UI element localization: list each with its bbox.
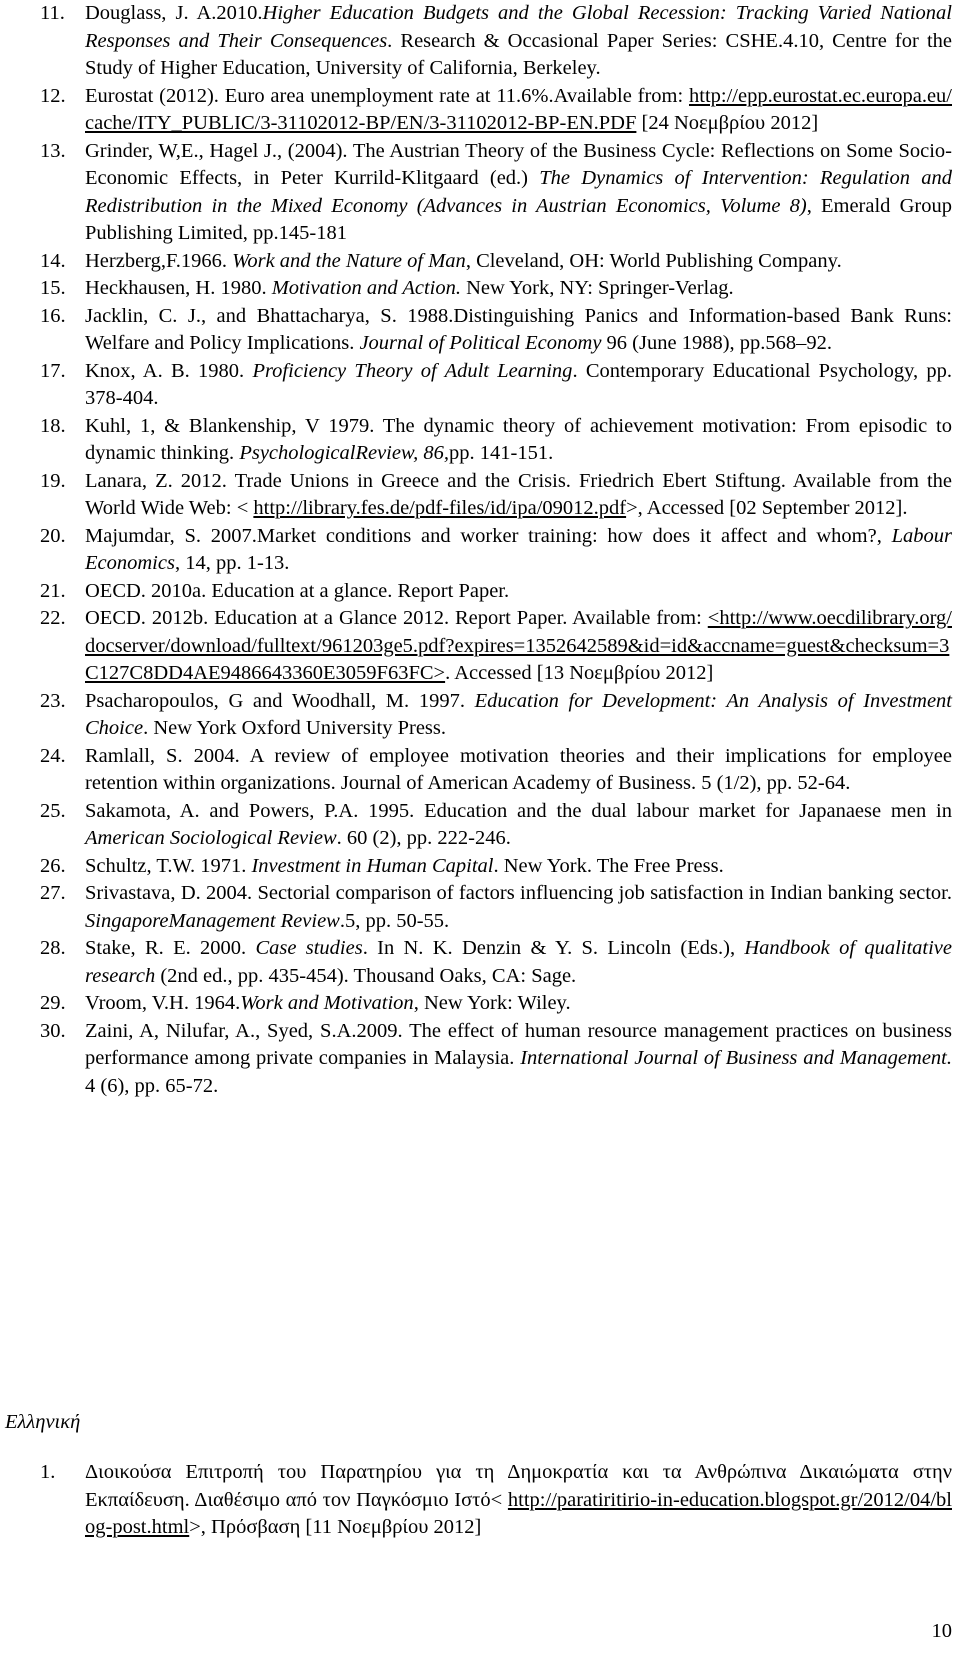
reference-link[interactable]: http://epp.eurostat.ec.europa.eu/cache/ITY_PUBLIC/3-31102012-BP/EN/3-31102012-BP-EN.PDF xyxy=(85,84,952,134)
reference-text: . 60 (2), pp. 222-246. xyxy=(336,827,511,849)
reference-number: 28. xyxy=(40,937,66,959)
reference-number: 13. xyxy=(40,139,66,162)
reference-number: 12. xyxy=(40,84,66,107)
reference-text: Psacharopoulos, G and Woodhall, M. 1997. xyxy=(85,689,475,712)
reference-number: 15. xyxy=(40,277,66,299)
reference-text: pp. 141-151. xyxy=(449,442,554,464)
reference-number: 27. xyxy=(40,882,66,904)
reference-text: Eurostat (2012). Euro area unemployment rate at 11.6%.Available from: xyxy=(85,84,689,107)
reference-title: Education for Development: An Analysis of Investment Choice xyxy=(85,689,953,739)
reference-title: PsychologicalReview, 86, xyxy=(239,442,449,464)
reference-title: Work and Motivation xyxy=(240,992,414,1014)
reference-item xyxy=(40,1459,952,1542)
reference-text: Knox, A. B. 1980. xyxy=(85,359,253,382)
reference-text: Majumdar, S. 2007.Market conditions and worker training: how does it affect and whom?, xyxy=(85,524,892,547)
reference-text: (2nd ed., pp. 435-454). Thousand Oaks, CA: Sage. xyxy=(155,964,577,987)
reference-number: 25. xyxy=(40,799,66,822)
reference-item xyxy=(40,138,952,248)
reference-text: Zaini, A, Nilufar, A., Syed, S.A.2009. The effect of human resource management practices on business performance among private companies in Malaysia. xyxy=(85,1019,952,1069)
reference-title: The Dynamics of Intervention: Regulation and Redistribution in the Mixed Economy (Advances in Austrian Economics, Volume 8) xyxy=(85,167,952,217)
reference-title: Journal of Political Economy xyxy=(359,332,602,354)
reference-text: . New York Oxford University Press. xyxy=(143,717,447,739)
reference-item xyxy=(40,413,952,468)
reference-title: Higher Education Budgets and the Global Recession: Tracking Varied National Responses and Their Consequences xyxy=(85,2,952,52)
reference-number: 20. xyxy=(40,524,66,547)
reference-text: OECD. 2010a. Education at a glance. Report Paper. xyxy=(85,579,510,602)
reference-text: 4 (6), pp. 65-72. xyxy=(85,1074,219,1097)
reference-number: 21. xyxy=(40,579,66,602)
reference-text: [24 Νοεμβρίου 2012] xyxy=(636,112,819,134)
reference-item xyxy=(40,688,952,743)
reference-title: Labour Economics xyxy=(85,524,952,574)
reference-number: 16. xyxy=(40,304,66,327)
reference-list xyxy=(40,0,952,1100)
reference-text: >, Πρόσβαση [11 Νοεμβρίου 2012] xyxy=(189,1516,482,1538)
greek-reference-list xyxy=(40,1459,952,1542)
reference-number: 14. xyxy=(40,249,66,272)
reference-number: 18. xyxy=(40,414,66,437)
reference-text: . Contemporary Educational Psychology, pp. 378-404. xyxy=(85,359,953,409)
page-number: 10 xyxy=(931,1620,952,1642)
reference-text: Jacklin, C. J., and Bhattacharya, S. 1988.Distinguishing Panics and Information-based Bank Runs: Welfare and Policy Implications. xyxy=(85,304,952,354)
reference-number: 11. xyxy=(40,2,65,24)
reference-text: , Emerald Group Publishing Limited, pp.145-181 xyxy=(85,194,952,244)
reference-title: Investment in Human Capital xyxy=(251,854,494,877)
reference-title: Case studies xyxy=(255,937,363,959)
reference-text: Sakamota, A. and Powers, P.A. 1995. Education and the dual labour market for Japanaese men in xyxy=(85,799,952,822)
reference-text: Herzberg,F.1966. xyxy=(85,249,233,272)
reference-text: OECD. 2012b. Education at a Glance 2012. Report Paper. Available from: xyxy=(85,607,708,629)
reference-number: 26. xyxy=(40,854,66,877)
reference-item xyxy=(40,303,952,358)
reference-item xyxy=(40,578,952,606)
reference-text: Διοικούσα Επιτροπή του Παρατηρίου για τη Δημοκρατία και τα Ανθρώπινα Δικαιώματα στην Εκπαίδευση. Διαθέσιμο από τον Παγκόσμιο Ιστό< xyxy=(85,1461,952,1511)
reference-number: 29. xyxy=(40,992,66,1014)
reference-item xyxy=(40,605,952,688)
reference-text: . Research & Occasional Paper Series: CSHE.4.10, Centre for the Study of Higher Education, University of California, Berkeley. xyxy=(85,29,952,79)
reference-title: American Sociological Review xyxy=(85,827,337,849)
reference-item xyxy=(40,990,952,1018)
reference-text: Heckhausen, H. 1980. xyxy=(85,277,272,299)
reference-text: >, Accessed [02 September 2012]. xyxy=(626,497,908,519)
reference-number: 1. xyxy=(40,1461,56,1483)
reference-item xyxy=(40,1018,952,1101)
reference-item xyxy=(40,798,952,853)
reference-item xyxy=(40,880,952,935)
reference-title: International Journal of Business and Management. xyxy=(520,1047,952,1069)
reference-text: Douglass, J. A.2010. xyxy=(85,2,263,24)
reference-text: , 14, pp. 1-13. xyxy=(174,552,290,574)
reference-link[interactable]: <http://www.oecdilibrary.org/docserver/download/fulltext/961203ge5.pdf?expires=1352642589&id=id&accname=guest&checksum=3C127C8DD4AE9486643360E3059F63FC> xyxy=(85,607,952,684)
reference-number: 24. xyxy=(40,744,66,767)
reference-number: 17. xyxy=(40,359,66,382)
reference-text: Kuhl, 1, & Blankenship, V 1979. The dynamic theory of achievement motivation: From episodic to dynamic thinking. xyxy=(85,414,952,464)
reference-item xyxy=(40,358,952,413)
reference-number: 30. xyxy=(40,1019,66,1042)
reference-item xyxy=(40,0,952,83)
reference-item xyxy=(40,523,952,578)
reference-text: .5, pp. 50-55. xyxy=(339,909,450,932)
reference-text: . New York. The Free Press. xyxy=(493,854,724,877)
reference-text: , New York: Wiley. xyxy=(413,992,571,1014)
reference-item xyxy=(40,935,952,990)
reference-item xyxy=(40,83,952,138)
reference-number: 23. xyxy=(40,689,66,712)
reference-text: New York, NY: Springer-Verlag. xyxy=(460,277,734,299)
reference-number: 22. xyxy=(40,607,66,629)
reference-text: Srivastava, D. 2004. Sectorial comparison of factors influencing job satisfaction in Indian banking sector. xyxy=(85,882,952,904)
reference-link[interactable]: http://library.fes.de/pdf-files/id/ipa/09012.pdf xyxy=(253,497,627,519)
reference-item xyxy=(40,468,952,523)
reference-item xyxy=(40,248,952,276)
reference-item xyxy=(40,743,952,798)
reference-text: Schultz, T.W. 1971. xyxy=(85,854,252,877)
reference-title: Work and the Nature of Man xyxy=(232,249,466,272)
reference-item xyxy=(40,853,952,881)
reference-text: Ramlall, S. 2004. A review of employee motivation theories and their implications for employee retention within organizations. Journal of American Academy of Business. 5 (1/2), pp. 52-64. xyxy=(85,744,952,794)
reference-text: Vroom, V.H. 1964. xyxy=(85,992,241,1014)
reference-title: SingaporeManagement Review xyxy=(85,909,340,932)
reference-text: . In N. K. Denzin & Y. S. Lincoln (Eds.), xyxy=(362,937,745,959)
reference-text: Grinder, W,E., Hagel J., (2004). The Austrian Theory of the Business Cycle: Reflections on Some Socio-Economic Effects, in Peter Kurrild-Klitgaard (ed.) xyxy=(85,139,952,189)
reference-text: Lanara, Z. 2012. Trade Unions in Greece and the Crisis. Friedrich Ebert Stiftung. Available from the World Wide Web: < xyxy=(85,469,952,519)
reference-text: . Accessed [13 Νοεμβρίου 2012] xyxy=(445,662,714,684)
reference-title: Proficiency Theory of Adult Learning xyxy=(252,359,573,382)
reference-text: , Cleveland, OH: World Publishing Company. xyxy=(465,249,842,272)
reference-title: Handbook of qualitative research xyxy=(85,937,952,987)
reference-item xyxy=(40,275,952,303)
reference-title: Motivation and Action. xyxy=(271,277,461,299)
reference-link[interactable]: http://paratiritirio-in-education.blogspot.gr/2012/04/blog-post.html xyxy=(85,1488,952,1538)
reference-text: Stake, R. E. 2000. xyxy=(85,937,256,959)
section-heading-greek: Ελληνική xyxy=(5,1411,81,1433)
reference-number: 19. xyxy=(40,469,66,492)
reference-text: 96 (June 1988), pp.568–92. xyxy=(601,332,833,354)
